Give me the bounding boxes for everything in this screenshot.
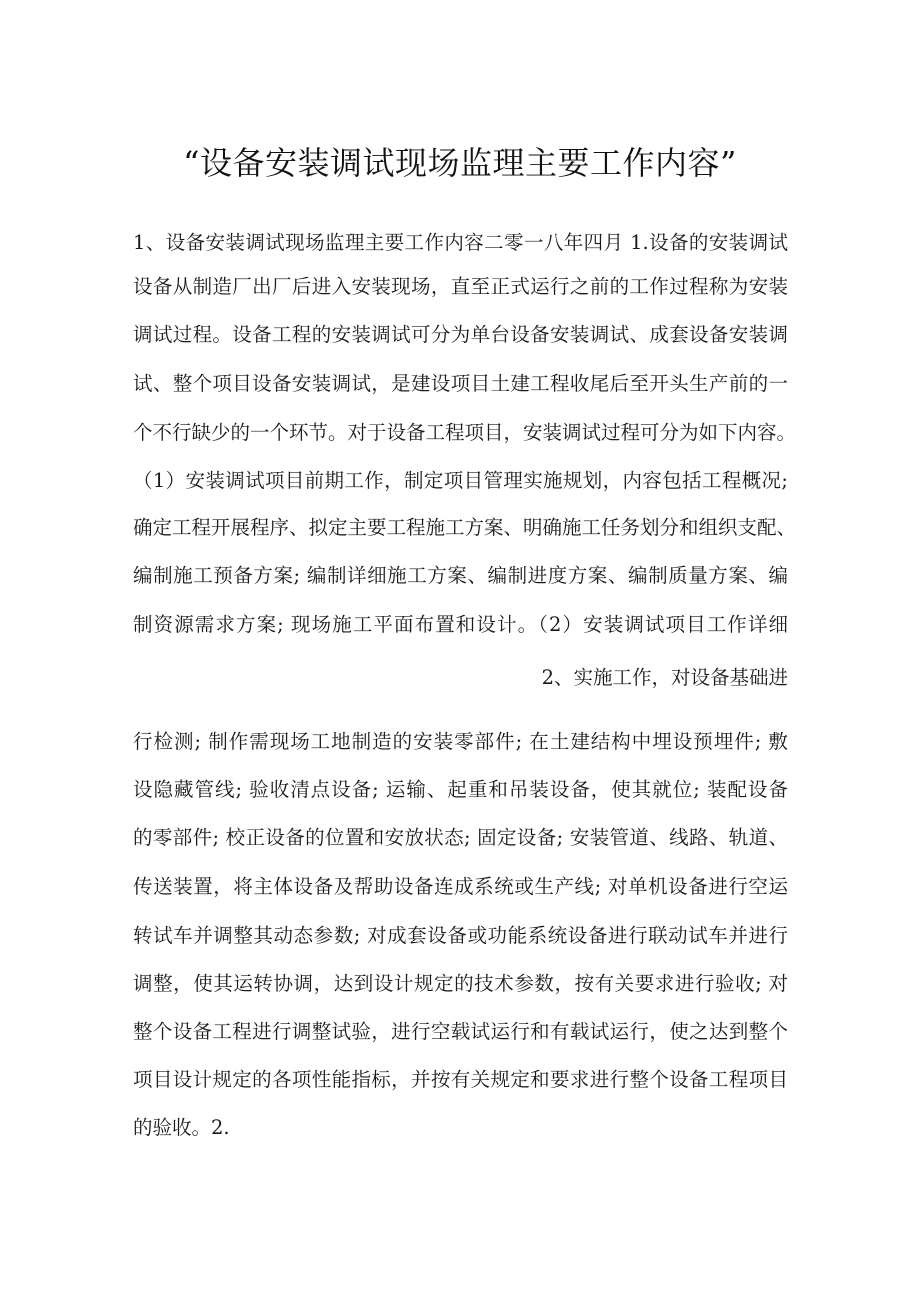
document-title: “设备安装调试现场监理主要工作内容”: [183, 144, 737, 182]
body-line-11: 行检测; 制作需现场工地制造的安装零部件; 在土建结构中埋设预埋件; 敷: [133, 730, 788, 753]
body-line-18: 项目设计规定的各项性能指标，并按有关规定和要求进行整个设备工程项目: [133, 1068, 788, 1091]
body-line-15: 转试车并调整其动态参数; 对成套设备或功能系统设备进行联动试车并进行: [133, 924, 788, 947]
body-line-13: 的零部件; 校正设备的位置和安放状态; 固定设备; 安装管道、线路、轨道、: [133, 826, 788, 849]
body-line-12: 设隐藏管线; 验收清点设备; 运输、起重和吊装设备，使其就位; 装配设备: [133, 778, 788, 801]
body-line-17: 整个设备工程进行调整试验，进行空载试运行和有载试运行，使之达到整个: [133, 1020, 788, 1043]
body-line-10: 2、实施工作，对设备基础进: [541, 666, 788, 689]
body-line-5: 个不行缺少的一个环节。对于设备工程项目，安装调试过程可分为如下内容。: [133, 421, 797, 444]
body-line-1: 1、设备安装调试现场监理主要工作内容二零一八年四月 1.设备的安装调试: [133, 231, 788, 254]
body-line-19: 的验收。2.: [133, 1116, 230, 1139]
body-line-9: 制资源需求方案; 现场施工平面布置和设计。（2）安装调试项目工作详细: [133, 613, 788, 636]
body-line-8: 编制施工预备方案; 编制详细施工方案、编制进度方案、编制质量方案、编: [133, 564, 788, 587]
body-line-2: 设备从制造厂出厂后进入安装现场，直至正式运行之前的工作过程称为安装: [133, 275, 788, 298]
body-line-3: 调试过程。设备工程的安装调试可分为单台设备安装调试、成套设备安装调: [133, 323, 788, 346]
body-line-14: 传送装置，将主体设备及帮助设备连成系统或生产线; 对单机设备进行空运: [133, 875, 788, 898]
body-line-6: （1）安装调试项目前期工作，制定项目管理实施规划，内容包括工程概况;: [133, 469, 788, 492]
body-line-7: 确定工程开展程序、拟定主要工程施工方案、明确施工任务划分和组织支配、: [133, 516, 797, 539]
body-line-16: 调整，使其运转协调，达到设计规定的技术参数，按有关要求进行验收; 对: [133, 972, 788, 995]
body-line-4: 试、整个项目设备安装调试，是建设项目土建工程收尾后至开头生产前的一: [133, 372, 788, 395]
